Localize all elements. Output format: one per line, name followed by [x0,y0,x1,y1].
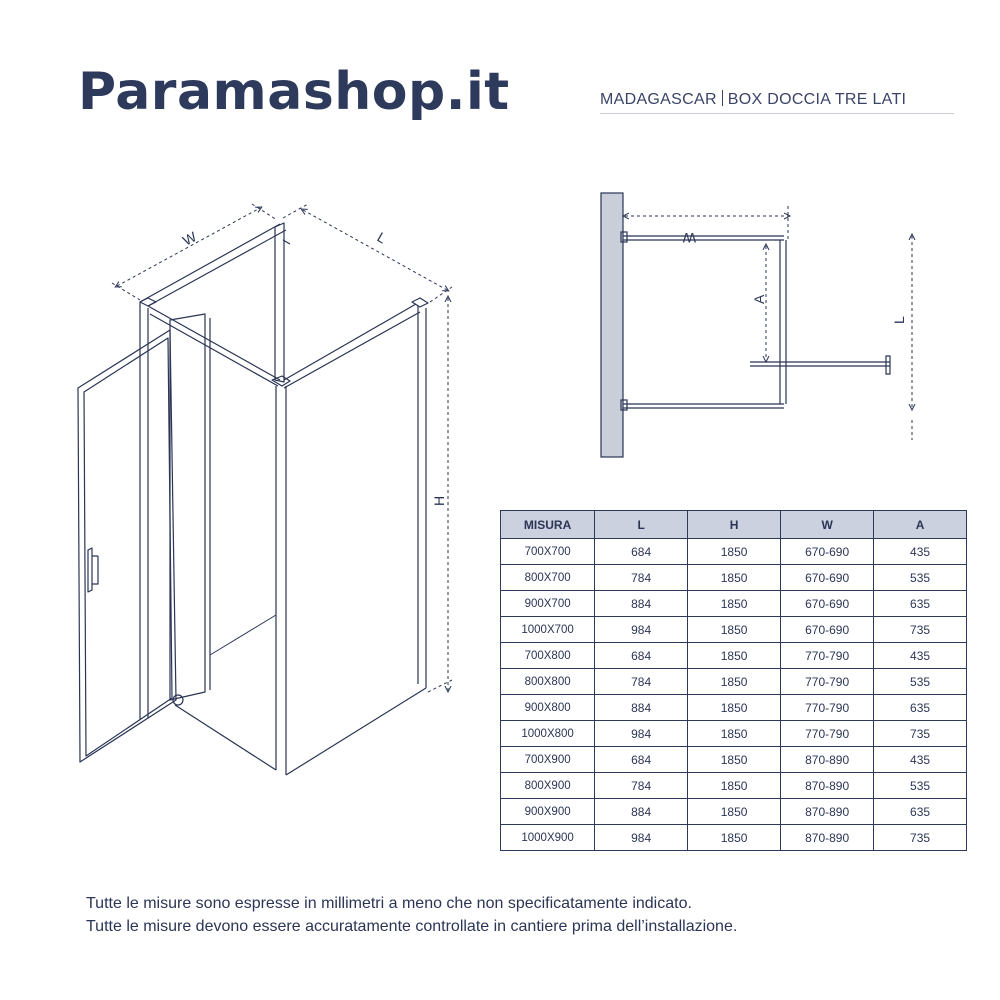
table-cell: 635 [874,591,967,617]
header-w: W [781,511,874,539]
table-cell: 1850 [688,565,781,591]
table-row [501,565,967,591]
table-row [501,591,967,617]
tray-edge [175,705,276,770]
product-name: MADAGASCAR [600,91,717,108]
table-row [501,721,967,747]
table-cell: 984 [595,825,688,851]
table-cell: 435 [874,539,967,565]
table-cell: 984 [595,721,688,747]
header-misura: MISURA [501,511,595,539]
table-cell: 1850 [688,773,781,799]
table-cell: 800X900 [501,773,595,799]
dimensions-table [500,510,967,851]
table-row [501,747,967,773]
table-header-row [501,511,967,539]
plan-l-label: L [891,316,907,324]
table-cell: 684 [595,539,688,565]
plan-top-panel [623,236,784,240]
top-rail-w [140,224,286,306]
fixed-glass-panel [170,314,210,700]
header-h: H [688,511,781,539]
door-hinge [173,695,183,705]
floor-line [210,615,276,655]
note-line-2: Tutte le misure devono essere accuratamente controllate in cantiere prima dell’installazione. [86,918,738,935]
iso-h-label: H [431,495,447,506]
table-cell: 670-690 [781,591,874,617]
note-line-1: Tutte le misure sono espresse in millimetri a meno che non specificatamente indicato. [86,895,692,912]
brand-logo: Paramashop.it [78,62,510,122]
plan-door-handle [886,356,890,374]
table-cell: 1850 [688,617,781,643]
table-cell: 900X900 [501,799,595,825]
table-cell: 870-890 [781,747,874,773]
table-cell: 800X800 [501,669,595,695]
table-cell: 535 [874,773,967,799]
table-cell: 535 [874,565,967,591]
isometric-view [78,204,452,775]
table-row [501,695,967,721]
table-cell: 884 [595,695,688,721]
table-cell: 700X700 [501,539,595,565]
table-cell: 535 [874,669,967,695]
table-cell: 684 [595,643,688,669]
table-cell: 770-790 [781,643,874,669]
top-rail-l [284,304,420,388]
table-cell: 1850 [688,721,781,747]
table-cell: 784 [595,669,688,695]
plan-front-panel [780,240,786,404]
table-cell: 1850 [688,591,781,617]
table-row [501,669,967,695]
right-panel-edge [418,306,426,688]
table-cell: 735 [874,825,967,851]
table-cell: 1850 [688,643,781,669]
table-cell: 1850 [688,799,781,825]
table-cell: 900X800 [501,695,595,721]
table-cell: 435 [874,643,967,669]
table-cell: 635 [874,695,967,721]
table-cell: 1850 [688,539,781,565]
table-cell: 884 [595,591,688,617]
table-cell: 1000X800 [501,721,595,747]
table-cell: 770-790 [781,669,874,695]
table-cell: 635 [874,799,967,825]
table-row [501,799,967,825]
table-cell: 435 [874,747,967,773]
table-cell: 1850 [688,695,781,721]
door-handle [88,548,98,592]
corner-cap-left [140,298,156,306]
table-cell: 1850 [688,669,781,695]
table-cell: 1850 [688,747,781,773]
plan-view [601,193,912,457]
open-door [78,330,176,762]
table-cell: 870-890 [781,825,874,851]
table-cell: 700X800 [501,643,595,669]
table-cell: 1850 [688,825,781,851]
table-cell: 770-790 [781,695,874,721]
table-cell: 735 [874,721,967,747]
header-l: L [595,511,688,539]
table-row [501,825,967,851]
front-corner-post [276,386,286,775]
table-cell: 770-790 [781,721,874,747]
table-row [501,539,967,565]
product-category: BOX DOCCIA TRE LATI [727,91,907,108]
table-cell: 684 [595,747,688,773]
plan-w-label: W [682,230,696,246]
iso-h-dimension [428,298,452,692]
table-cell: 784 [595,565,688,591]
table-cell: 984 [595,617,688,643]
table-cell: 735 [874,617,967,643]
table-row [501,643,967,669]
iso-w-label: W [179,228,200,249]
iso-l-dimension [283,204,452,302]
table-cell: 870-890 [781,773,874,799]
table-cell: 870-890 [781,799,874,825]
header-a: A [874,511,967,539]
left-panel-edge [140,302,148,720]
right-panel-bottom [286,688,426,775]
notes [86,892,737,938]
plan-open-door [750,362,890,366]
table-cell: 670-690 [781,617,874,643]
plan-bottom-panel [623,404,784,408]
table-cell: 784 [595,773,688,799]
table-row [501,617,967,643]
table-cell: 670-690 [781,565,874,591]
table-cell: 800X700 [501,565,595,591]
iso-w-dimension [112,204,277,300]
corner-cap-right [412,298,428,307]
table-cell: 884 [595,799,688,825]
table-cell: 700X900 [501,747,595,773]
table-cell: 900X700 [501,591,595,617]
wall [601,193,623,457]
iso-l-label: L [374,228,390,247]
table-row [501,773,967,799]
table-cell: 670-690 [781,539,874,565]
plan-a-label: A [751,294,767,304]
back-corner-profile [275,223,284,382]
table-cell: 1000X700 [501,617,595,643]
table-cell: 1000X900 [501,825,595,851]
